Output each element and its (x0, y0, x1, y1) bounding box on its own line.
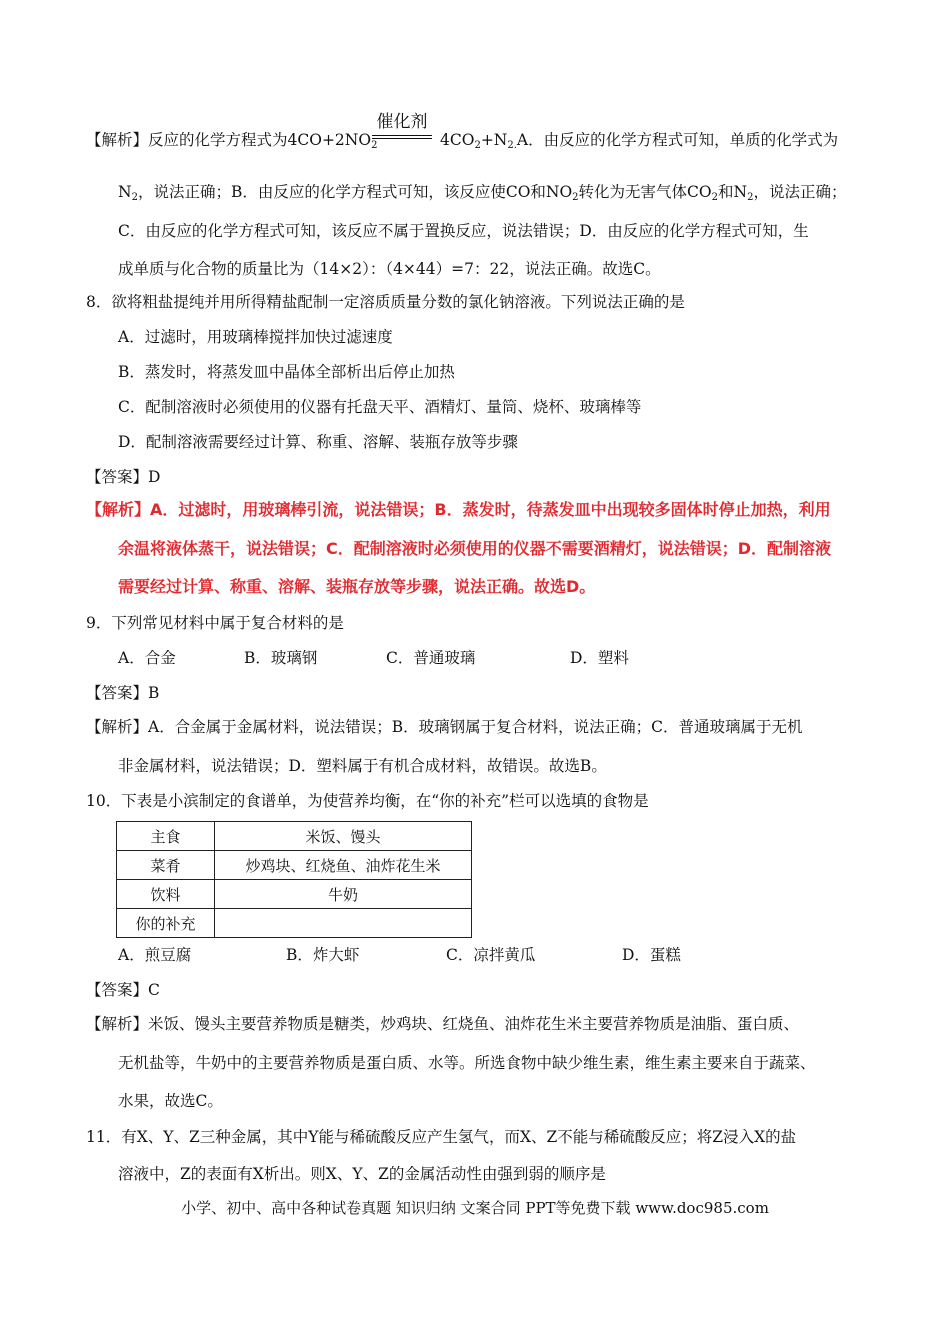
analysis-tag: 【解析】 (86, 131, 149, 149)
subscript: 2. (507, 140, 517, 151)
equation-reactants: 反应的化学方程式为4CO+2NO (148, 131, 372, 149)
text: ，说法正确；B．由反应的化学方程式可知，该反应使CO和NO (137, 183, 573, 201)
q8-analysis-line3: 需要经过计算、称重、溶解、装瓶存放等步骤，说法正确。故选D。 (118, 577, 596, 596)
subscript: 2 (474, 140, 481, 151)
q11-stem-line1: 11．有X、Y、Z三种金属，其中Y能与稀硫酸反应产生氢气，而X、Z不能与稀硫酸反应；将Z浸入X的盐 (86, 1128, 797, 1146)
q10-option-b: B．炸大虾 (286, 946, 360, 964)
q10-option-c: C．凉拌黄瓜 (446, 946, 536, 964)
table-cell: 菜肴 (117, 851, 215, 880)
q10-analysis-line2: 无机盐等，牛奶中的主要营养物质是蛋白质、水等。所选食物中缺少维生素，维生素主要来自于蔬菜、 (118, 1054, 816, 1072)
equation-plus: +N (480, 131, 508, 149)
q8-option-b: B．蒸发时，将蒸发皿中晶体全部析出后停止加热 (118, 363, 455, 381)
q8-option-c: C．配制溶液时必须使用的仪器有托盘天平、酒精灯、量筒、烧杯、玻璃棒等 (118, 398, 642, 416)
q8-option-a: A．过滤时，用玻璃棒搅拌加快过滤速度 (118, 328, 393, 346)
q10-stem: 10．下表是小滨制定的食谱单，为使营养均衡，在“你的补充”栏可以选填的食物是 (86, 792, 649, 810)
text: ，说法正确； (753, 183, 847, 201)
q10-option-a: A．煎豆腐 (118, 946, 192, 964)
q10-analysis-line3: 水果，故选C。 (118, 1092, 223, 1110)
q9-option-c: C．普通玻璃 (386, 649, 476, 667)
table-cell: 你的补充 (117, 909, 215, 938)
q10-answer: 【答案】C (86, 981, 160, 999)
q9-answer: 【答案】B (86, 684, 160, 702)
menu-table (116, 821, 472, 938)
subscript: 2 (371, 140, 378, 151)
q7-analysis-line1-rest (440, 130, 838, 150)
table-cell (215, 909, 472, 938)
q10-analysis-line1: 【解析】米饭、馒头主要营养物质是糖类，炒鸡块、红烧鱼、油炸花生米主要营养物质是油脂、蛋白质、 (86, 1015, 800, 1033)
q10-option-d: D．蛋糕 (622, 946, 681, 964)
q9-option-a: A．合金 (118, 649, 176, 667)
table-cell: 饮料 (117, 880, 215, 909)
table-row (117, 909, 472, 938)
table-cell: 牛奶 (215, 880, 472, 909)
table-row (117, 851, 472, 880)
q9-stem: 9．下列常见材料中属于复合材料的是 (86, 614, 344, 632)
table-row (117, 880, 472, 909)
q8-answer: 【答案】D (86, 468, 161, 486)
q9-analysis-line2: 非金属材料，说法错误；D．塑料属于有机合成材料，故错误。故选B。 (118, 757, 607, 775)
q9-analysis-line1: 【解析】A．合金属于金属材料，说法错误；B．玻璃钢属于复合材料，说法正确；C．普通玻璃属于无机 (86, 718, 803, 736)
text: N (118, 183, 132, 201)
q7-analysis-line4: 成单质与化合物的质量比为（14×2）：（4×44）=7：22，说法正确。故选C。 (118, 260, 661, 278)
text: 和N (718, 183, 748, 201)
q8-analysis-line1: 【解析】A．过滤时，用玻璃棒引流，说法错误；B．蒸发时，待蒸发皿中出现较多固体时停止加热，利用 (86, 500, 831, 519)
q8-option-d: D．配制溶液需要经过计算、称重、溶解、装瓶存放等步骤 (118, 433, 518, 451)
table-cell: 主食 (117, 822, 215, 851)
table-row (117, 822, 472, 851)
equation-product: 4CO (440, 131, 475, 149)
equals-bar (372, 135, 432, 139)
q11-stem-line2: 溶液中，Z的表面有X析出。则X、Y、Z的金属活动性由强到弱的顺序是 (118, 1165, 606, 1183)
q8-stem: 8．欲将粗盐提纯并用所得精盐配制一定溶质质量分数的氯化钠溶液。下列说法正确的是 (86, 293, 685, 311)
table-cell: 炒鸡块、红烧鱼、油炸花生米 (215, 851, 472, 880)
subscript: 2 (131, 192, 138, 203)
table-cell: 米饭、馒头 (215, 822, 472, 851)
subscript: 2 (747, 192, 754, 203)
analysis-text: A．由反应的化学方程式可知，单质的化学式为 (516, 131, 839, 149)
q7-analysis-line1 (86, 130, 377, 150)
q7-analysis-line2 (118, 182, 846, 202)
page-footer: 小学、初中、高中各种试卷真题 知识归纳 文案合同 PPT等免费下载 www.doc985.com (181, 1199, 769, 1217)
q9-option-d: D．塑料 (570, 649, 629, 667)
q9-option-b: B．玻璃钢 (244, 649, 318, 667)
q7-analysis-line3: C．由反应的化学方程式可知，该反应不属于置换反应，说法错误；D．由反应的化学方程式可知，生 (118, 222, 809, 240)
reaction-arrow (372, 112, 432, 139)
text: 转化为无害气体CO (578, 183, 712, 201)
subscript: 2 (572, 192, 579, 203)
catalyst-label: 催化剂 (376, 112, 428, 132)
subscript: 2 (711, 192, 718, 203)
q8-analysis-line2: 余温将液体蒸干，说法错误；C．配制溶液时必须使用的仪器不需要酒精灯，说法错误；D．配制溶液 (118, 539, 832, 558)
